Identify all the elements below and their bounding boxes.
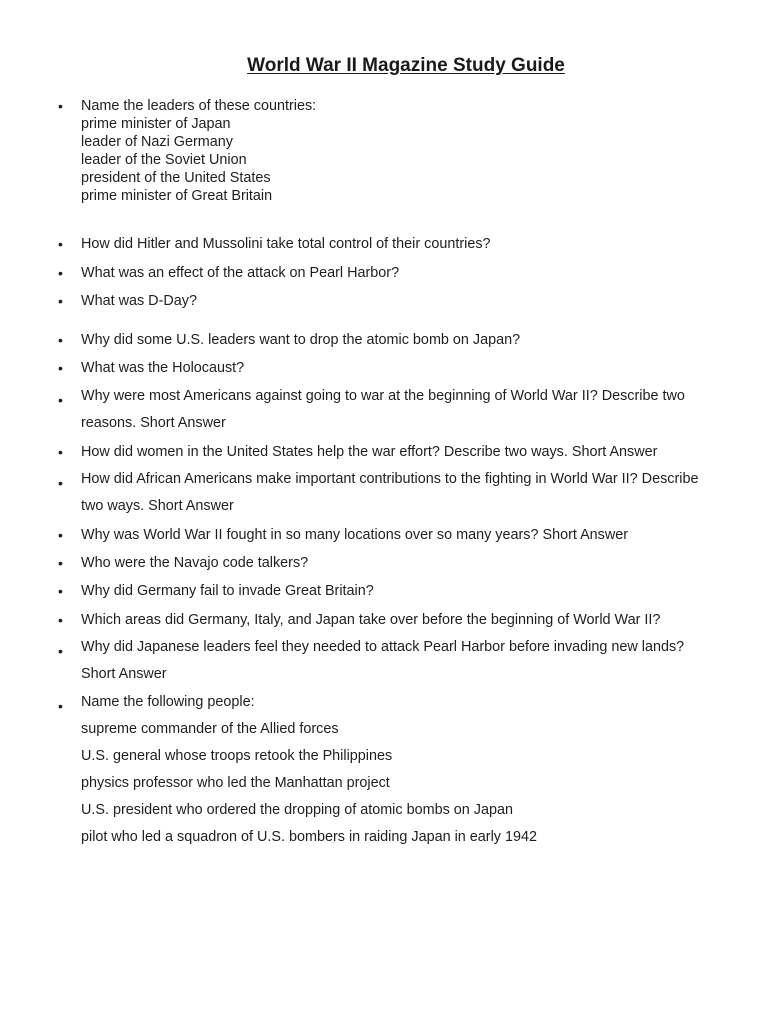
list-item-text (81, 97, 748, 205)
bullet-icon: • (58, 527, 63, 543)
bullet-icon: • (58, 612, 63, 628)
list-item-text (81, 689, 748, 851)
question-text: Which areas did Germany, Italy, and Japan take over before the beginning of World War II? (81, 612, 661, 628)
answer-prompt: prime minister of Great Britain (81, 188, 273, 204)
list-item (58, 466, 748, 520)
list-item-text (81, 582, 748, 600)
question-text: How did African Americans make important contributions to the fighting in World War II? Describe (81, 471, 699, 487)
page-title: World War II Magazine Study Guide (247, 55, 565, 76)
question-text: Name the leaders of these countries: (81, 98, 317, 114)
question-text: Why was World War II fought in so many locations over so many years? Short Answer (81, 527, 629, 543)
bullet-icon: • (58, 698, 63, 714)
list-item (58, 331, 748, 349)
bullet-icon: • (58, 360, 63, 376)
answer-prompt: pilot who led a squadron of U.S. bombers in raiding Japan in early 1942 (81, 829, 537, 845)
answer-prompt: leader of Nazi Germany (81, 134, 233, 150)
question-text: What was the Holocaust? (81, 360, 245, 376)
list-item (58, 292, 748, 310)
bullet-icon: • (58, 98, 63, 114)
bullet-icon: • (58, 293, 63, 309)
list-item (58, 689, 748, 851)
bullet-icon: • (58, 555, 63, 571)
answer-prompt: supreme commander of the Allied forces (81, 721, 339, 737)
list-item-text (81, 611, 748, 629)
bullet-icon: • (58, 265, 63, 281)
list-item (58, 443, 748, 461)
answer-prompt: U.S. president who ordered the dropping of atomic bombs on Japan (81, 802, 513, 818)
list-item (58, 97, 748, 205)
bullet-icon: • (58, 475, 63, 491)
list-item (58, 582, 748, 600)
list-item-text (81, 526, 748, 544)
list-item-text (81, 634, 748, 688)
list-item (58, 526, 748, 544)
question-text: Who were the Navajo code talkers? (81, 555, 309, 571)
question-text: What was D-Day? (81, 293, 197, 309)
list-item-text (81, 359, 748, 377)
list-item (58, 264, 748, 282)
list-item-text (81, 466, 748, 520)
answer-prompt: prime minister of Japan (81, 116, 231, 132)
question-text: What was an effect of the attack on Pearl Harbor? (81, 265, 400, 281)
question-text: Why did some U.S. leaders want to drop the atomic bomb on Japan? (81, 332, 521, 348)
question-text-continued: reasons. Short Answer (81, 415, 226, 431)
list-item-text (81, 331, 748, 349)
question-text: How did women in the United States help the war effort? Describe two ways. Short Answer (81, 444, 658, 460)
answer-prompt: leader of the Soviet Union (81, 152, 247, 168)
question-text: Why did Germany fail to invade Great Britain? (81, 583, 374, 599)
list-item-text (81, 235, 748, 253)
question-text: Why did Japanese leaders feel they needed to attack Pearl Harbor before invading new lands? (81, 639, 685, 655)
question-text-continued: Short Answer (81, 666, 167, 682)
bullet-icon: • (58, 643, 63, 659)
list-item (58, 383, 748, 437)
question-text: Name the following people: (81, 694, 255, 710)
answer-prompt: physics professor who led the Manhattan project (81, 775, 390, 791)
list-item (58, 359, 748, 377)
question-text: Why were most Americans against going to war at the beginning of World War II? Describe two (81, 388, 685, 404)
list-item (58, 634, 748, 688)
list-item-text (81, 554, 748, 572)
list-item (58, 235, 748, 253)
list-item (58, 611, 748, 629)
bullet-icon: • (58, 392, 63, 408)
bullet-icon: • (58, 444, 63, 460)
bullet-icon: • (58, 583, 63, 599)
bullet-icon: • (58, 236, 63, 252)
list-item-text (81, 383, 748, 437)
question-text: How did Hitler and Mussolini take total control of their countries? (81, 236, 491, 252)
answer-prompt: U.S. general whose troops retook the Philippines (81, 748, 393, 764)
answer-prompt: president of the United States (81, 170, 271, 186)
list-item-text (81, 292, 748, 310)
list-item (58, 554, 748, 572)
question-text-continued: two ways. Short Answer (81, 498, 234, 514)
bullet-icon: • (58, 332, 63, 348)
list-item-text (81, 443, 748, 461)
list-item-text (81, 264, 748, 282)
